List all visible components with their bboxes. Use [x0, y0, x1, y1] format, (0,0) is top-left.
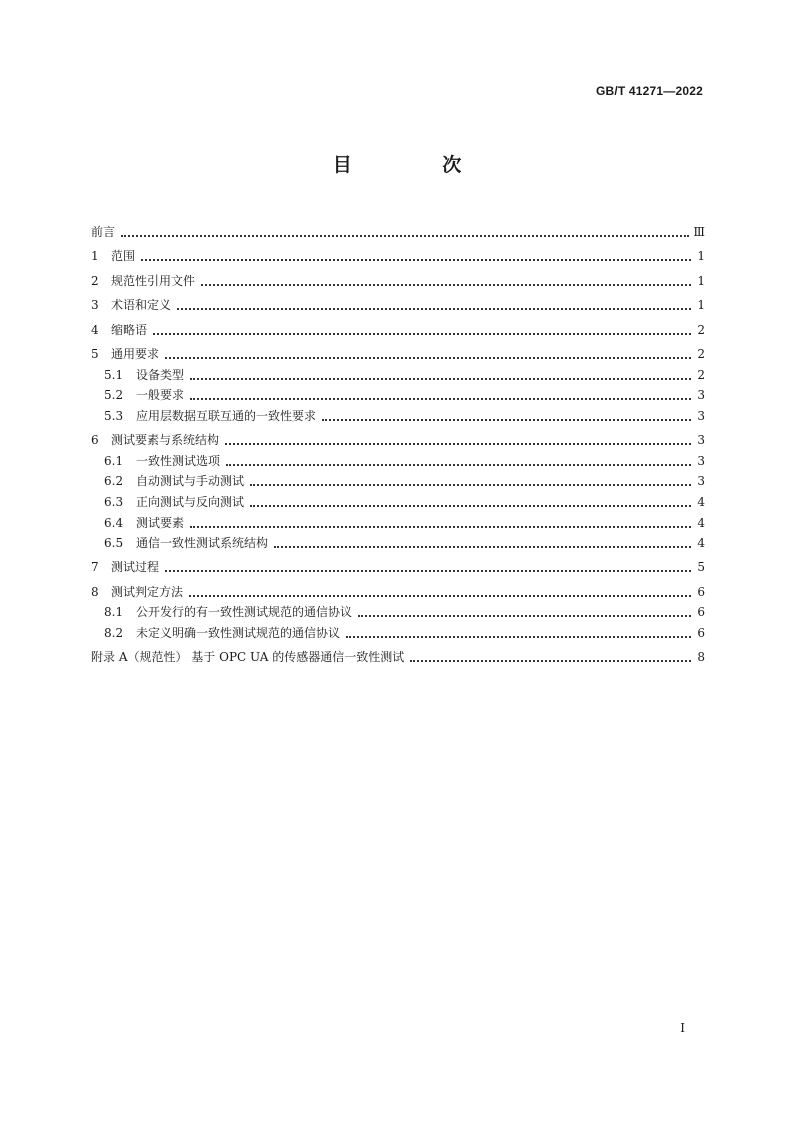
toc-entry-page: 3 [697, 388, 705, 403]
page-number: I [680, 1021, 685, 1035]
toc-entry[interactable] [91, 551, 705, 575]
toc-entry-page: 4 [697, 515, 705, 530]
toc-entry-text: 应用层数据互联互通的一致性要求 [136, 408, 317, 423]
toc-leader-dots [153, 333, 691, 335]
toc-leader-dots [190, 398, 691, 400]
toc-entry-text: 通信一致性测试系统结构 [136, 536, 269, 551]
toc-entry-number: 5.2 [104, 388, 124, 403]
toc-subentry[interactable] [91, 510, 705, 531]
toc-entry-page: 1 [697, 249, 705, 264]
toc-entry-page: 2 [697, 346, 705, 361]
toc-entry-number: 2 [91, 273, 99, 288]
toc-entry-text: 一致性测试选项 [136, 453, 221, 468]
toc-entry-number: 5.1 [104, 367, 124, 382]
toc-entry-number: 8 [91, 584, 99, 599]
toc-leader-dots [274, 546, 691, 548]
toc-entry-text: 范围 [111, 249, 136, 264]
toc-entry-number: 4 [91, 322, 99, 337]
toc-entry-number: 7 [91, 560, 99, 575]
toc-entry-text: 未定义明确一致性测试规范的通信协议 [136, 626, 341, 641]
toc-entry-text: 通用要求 [111, 346, 160, 361]
toc-entry-page: 1 [697, 298, 705, 313]
toc-subentry[interactable] [91, 362, 705, 383]
toc-subentry[interactable] [91, 531, 705, 552]
page-title: 目 次 [332, 154, 504, 176]
toc-subentry[interactable] [91, 403, 705, 424]
toc-entry-page: 6 [697, 584, 705, 599]
toc-entry[interactable] [91, 240, 705, 264]
toc-leader-dots [190, 526, 691, 528]
toc-entry-text: 规范性引用文件 [111, 273, 196, 288]
toc-leader-dots [410, 660, 691, 662]
toc-subentry[interactable] [91, 469, 705, 490]
toc-entry-text: 前言 [91, 225, 116, 239]
toc-entry-foreword[interactable] [91, 216, 705, 240]
toc-leader-dots [177, 308, 691, 310]
toc-entry-page: 3 [697, 453, 705, 468]
toc-leader-dots [165, 357, 691, 359]
toc-subentry[interactable] [91, 383, 705, 404]
toc-leader-dots [190, 378, 691, 380]
toc-entry[interactable] [91, 338, 705, 362]
toc-entry[interactable] [91, 575, 705, 599]
toc-entry-text: 附录 A（规范性） 基于 OPC UA 的传感器通信一致性测试 [91, 650, 405, 665]
toc-entry-page: 4 [697, 494, 705, 509]
toc-entry-text: 一般要求 [136, 388, 185, 403]
toc-leader-dots [226, 464, 691, 466]
toc-leader-dots [165, 570, 691, 572]
table-of-contents [91, 216, 705, 665]
toc-entry-number: 6.4 [104, 515, 124, 530]
toc-leader-dots [250, 484, 691, 486]
toc-entry-number: 8.2 [104, 626, 124, 641]
toc-entry-number: 6.3 [104, 494, 124, 509]
toc-entry-text: 术语和定义 [111, 298, 172, 313]
toc-entry-page: 1 [697, 273, 705, 288]
toc-entry-text: 缩略语 [111, 322, 148, 337]
toc-entry-text: 正向测试与反向测试 [136, 494, 245, 509]
toc-entry-page: 5 [697, 560, 705, 575]
toc-entry-text: 设备类型 [136, 367, 185, 382]
toc-leader-dots [141, 259, 691, 261]
toc-entry[interactable] [91, 313, 705, 337]
toc-entry-number: 1 [91, 249, 99, 264]
toc-entry-page: Ⅲ [693, 225, 705, 239]
toc-entry-page: 2 [697, 322, 705, 337]
toc-entry-page: 4 [697, 536, 705, 551]
toc-entry-page: 2 [697, 367, 705, 382]
toc-entry-number: 6 [91, 433, 99, 448]
toc-entry-number: 5.3 [104, 408, 124, 423]
toc-entry-page: 3 [697, 474, 705, 489]
toc-subentry[interactable] [91, 489, 705, 510]
toc-entry-page: 3 [697, 433, 705, 448]
toc-entry-page: 6 [697, 605, 705, 620]
toc-entry[interactable] [91, 424, 705, 448]
toc-entry-text: 测试过程 [111, 560, 160, 575]
standard-code: GB/T 41271—2022 [595, 84, 703, 98]
toc-entry[interactable] [91, 264, 705, 288]
toc-subentry[interactable] [91, 600, 705, 621]
toc-leader-dots [346, 636, 691, 638]
toc-entry-text: 公开发行的有一致性测试规范的通信协议 [136, 605, 353, 620]
toc-leader-dots [189, 595, 691, 597]
toc-entry-number: 6.1 [104, 453, 124, 468]
toc-leader-dots [358, 615, 691, 617]
toc-entry-text: 测试要素 [136, 515, 185, 530]
toc-leader-dots [121, 235, 689, 237]
toc-entry-text: 测试判定方法 [111, 584, 184, 599]
toc-entry-text: 测试要素与系统结构 [111, 433, 220, 448]
toc-leader-dots [322, 419, 691, 421]
toc-entry-number: 3 [91, 298, 99, 313]
toc-leader-dots [250, 505, 691, 507]
toc-entry-page: 3 [697, 408, 705, 423]
toc-entry-number: 6.2 [104, 474, 124, 489]
toc-entry-number: 8.1 [104, 605, 124, 620]
toc-subentry[interactable] [91, 448, 705, 469]
toc-entry-number: 6.5 [104, 536, 124, 551]
toc-entry-page: 6 [697, 626, 705, 641]
toc-entry-number: 5 [91, 346, 99, 361]
toc-subentry[interactable] [91, 620, 705, 641]
toc-entry[interactable] [91, 289, 705, 313]
toc-entry-annex-a[interactable] [91, 641, 705, 665]
toc-entry-text: 自动测试与手动测试 [136, 474, 245, 489]
toc-leader-dots [201, 284, 691, 286]
toc-leader-dots [225, 443, 691, 445]
toc-entry-page: 8 [697, 650, 705, 665]
